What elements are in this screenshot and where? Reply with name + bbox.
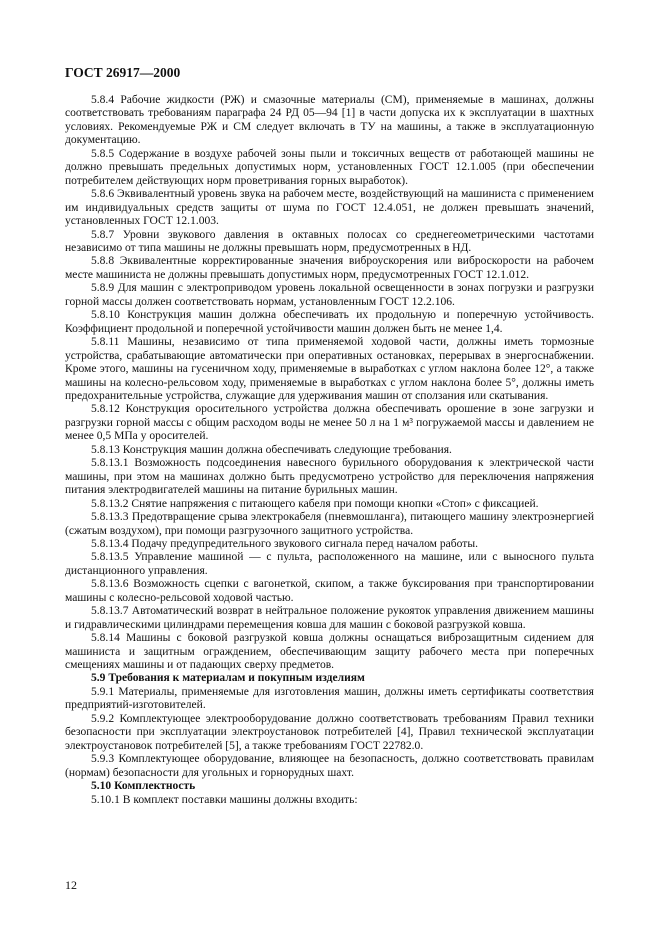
section-heading-5-9: 5.9 Требования к материалам и покупным изделиям: [91, 672, 365, 685]
paragraph-5-8-5: 5.8.5 Содержание в воздухе рабочей зоны пыли и токсичных веществ от работающей машины не должно превышать предельных допустимых норм, установленных ГОСТ 12.1.005 (при обеспечении потребителем действующих норм проветривания горных выработок).: [65, 147, 594, 187]
paragraph-5-8-10: 5.8.10 Конструкция машин должна обеспечивать их продольную и поперечную устойчивость. Коэффициент продольной и поперечной устойчивости машин должен быть не менее 1,4.: [65, 309, 594, 335]
document-body: [65, 94, 594, 807]
paragraph-5-10-1: 5.10.1 В комплект поставки машины должны входить:: [91, 793, 358, 806]
paragraph-5-8-13-7: 5.8.13.7 Автоматический возврат в нейтральное положение рукояток управления движением машины и гидравлическими цилиндрами перемещения ковша для машин с боковой разгрузкой ковша.: [65, 605, 594, 631]
paragraph-5-8-12: 5.8.12 Конструкция оросительного устройства должна обеспечивать орошение в зоне загрузки и разгрузки горной массы с общим расходом воды не менее 50 л на 1 м³ погружаемой массы и давлением не менее 0,5 МПа у оросителей.: [65, 403, 594, 443]
paragraph-5-8-13-2: 5.8.13.2 Снятие напряжения с питающего кабеля при помощи кнопки «Стоп» с фиксацией.: [91, 497, 539, 510]
paragraph-5-8-7: 5.8.7 Уровни звукового давления в октавных полосах со среднегеометрическими частотами независимо от типа машины не должны превышать норм, предусмотренных в НД.: [65, 228, 594, 254]
paragraph-5-8-13-1: 5.8.13.1 Возможность подсоединения навесного бурильного оборудования к электрической части машины, при этом на машинах должно быть предусмотрено устройство для переключения напряжения питания электродвигателей машины на питание бурильных машин.: [65, 457, 594, 497]
paragraph-5-8-13-6: 5.8.13.6 Возможность сцепки с вагонеткой, скипом, а также буксирования при транспортировании машины с колесно-рельсовой ходовой частью.: [65, 578, 594, 604]
paragraph-5-8-13-3: 5.8.13.3 Предотвращение срыва электрокабеля (пневмошланга), питающего машину электроэнергией (сжатым воздухом), при помощи разгрузочного защитного устройства.: [65, 511, 594, 537]
paragraph-5-8-14: 5.8.14 Машины с боковой разгрузкой ковша должны оснащаться виброзащитным сидением для машиниста и защитным ограждением, обеспечивающим защиту рабочего места при поперечных смещениях машины и от падающих сверху предметов.: [65, 632, 594, 672]
paragraph-5-8-4: 5.8.4 Рабочие жидкости (РЖ) и смазочные материалы (СМ), применяемые в машинах, должны соответствовать требованиям параграфа 24 РД 05—94 [1] в части допуска их к эксплуатации в шахтных условиях. Рекомендуемые РЖ и СМ следует включать в ТУ на машины, а также в эксплуатационную документацию.: [65, 94, 594, 147]
document-code-header: ГОСТ 26917—2000: [65, 65, 181, 80]
paragraph-5-8-8: 5.8.8 Эквивалентные корректированные значения виброускорения или виброскорости на рабочем месте машиниста не должны превышать допустимых норм, предусмотренных ГОСТ 12.1.012.: [65, 255, 594, 281]
page-number: 12: [65, 878, 77, 892]
paragraph-5-9-2: 5.9.2 Комплектующее электрооборудование должно соответствовать требованиям Правил техники безопасности при эксплуатации электроустановок потребителей [4], Правил технической эксплуатации электроустановок потребителей [5], а также требованиям ГОСТ 22782.0.: [65, 712, 594, 752]
paragraph-5-8-6: 5.8.6 Эквивалентный уровень звука на рабочем месте, воздействующий на машиниста с применением им индивидуальных средств защиты от шума по ГОСТ 12.4.051, не должен превышать значений, установленных ГОСТ 12.1.003.: [65, 188, 594, 228]
paragraph-5-8-13-5: 5.8.13.5 Управление машиной — с пульта, расположенного на машине, или с выносного пульта дистанционного управления.: [65, 551, 594, 577]
paragraph-5-8-13: 5.8.13 Конструкция машин должна обеспечивать следующие требования.: [91, 443, 452, 456]
paragraph-5-8-13-4: 5.8.13.4 Подачу предупредительного звукового сигнала перед началом работы.: [91, 537, 478, 550]
paragraph-5-8-9: 5.8.9 Для машин с электроприводом уровень локальной освещенности в зонах погрузки и разгрузки горной массы должен соответствовать нормам, установленным ГОСТ 12.2.106.: [65, 282, 594, 308]
paragraph-5-9-1: 5.9.1 Материалы, применяемые для изготовления машин, должны иметь сертификаты соответствия предприятий-изготовителей.: [65, 685, 594, 712]
paragraph-5-8-11: 5.8.11 Машины, независимо от типа применяемой ходовой части, должны иметь тормозные устройства, срабатывающие автоматически при оперативных остановках, перерывах в энергоснабжении. Кроме этого, машины на гусеничном ходу, применяемые в выработках с углом наклона более 12°, а также машины на колесно-рельсовом ходу, применяемые в выработках с углом наклона более 5°, должны иметь предохранительные устройства, служащие для удерживания машин от сползания или скатывания.: [65, 336, 594, 402]
paragraph-5-9-3: 5.9.3 Комплектующее оборудование, влияющее на безопасность, должно соответствовать правилам (нормам) безопасности для угольных и горнорудных шахт.: [65, 753, 594, 779]
section-heading-5-10: 5.10 Комплектность: [91, 780, 196, 793]
